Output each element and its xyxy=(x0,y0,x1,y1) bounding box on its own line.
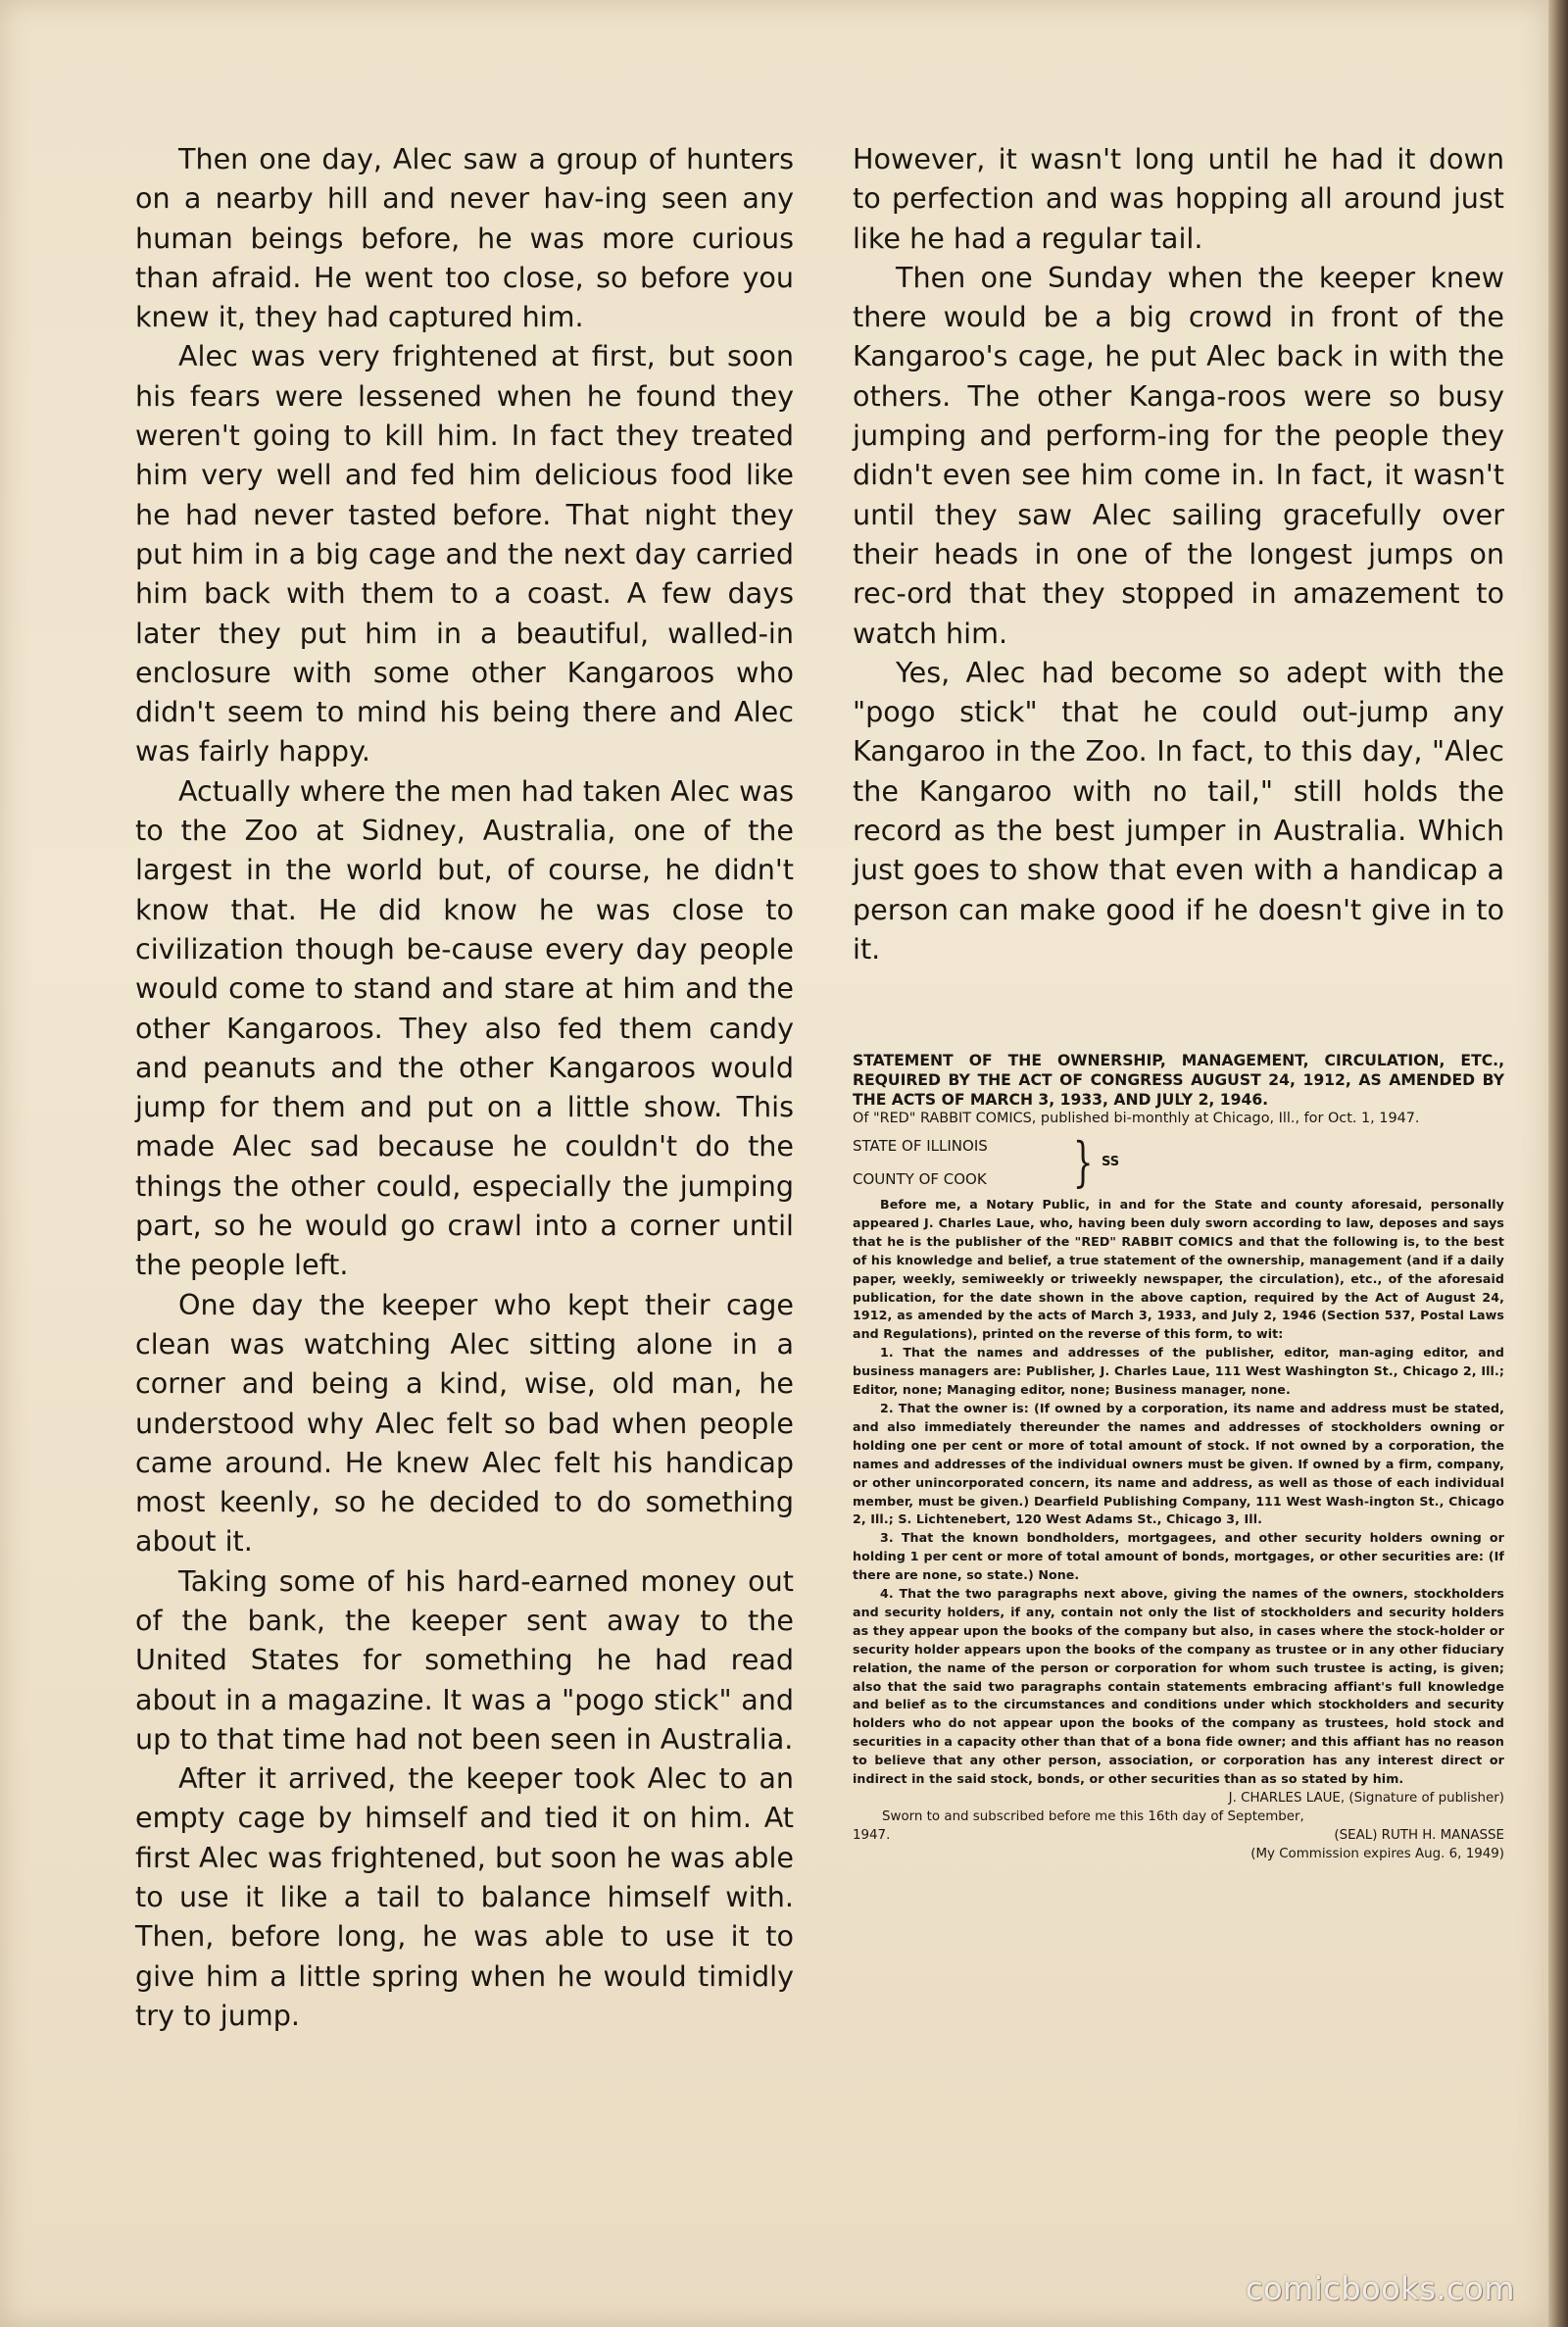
legal-paragraph: 1. That the names and addresses of the publisher, editor, man-aging editor, and business managers are: Publisher, J. Charles Laue, 111 West Washington St., Chicago 2, Ill.; Editor, none; Managing editor, none; Business manager, none. xyxy=(853,1345,1504,1398)
sworn-line: Sworn to and subscribed before me this 16th day of September, xyxy=(882,1809,1304,1824)
site-watermark: comicbooks.com xyxy=(1245,2270,1515,2307)
seal-row xyxy=(853,1826,1504,1845)
legal-paragraph: 3. That the known bondholders, mortgagees, and other security holders owning or holding 1 per cent or more of total amount of bonds, mortgages, or other securities are: (If there are none, so state.) None. xyxy=(853,1530,1504,1583)
ownership-statement xyxy=(853,1051,1504,1863)
statement-heading: STATEMENT OF THE OWNERSHIP, MANAGEMENT, CIRCULATION, ETC., REQUIRED BY THE ACT OF CONGRESS AUGUST 24, 1912, AS AMENDED BY THE ACTS OF MARCH 3, 1933, AND JULY 2, 1946. xyxy=(853,1052,1504,1109)
commission-expiry: (My Commission expires Aug. 6, 1949) xyxy=(1250,1847,1504,1861)
story-paragraph: Yes, Alec had become so adept with the "pogo stick" that he could out-jump any Kangaroo in the Zoo. In fact, to this day, "Alec the Kangaroo with no tail," still holds the record as the best jumper in Australia. Which just goes to show that even with a handicap a person can make good if he doesn't give in to it. xyxy=(853,655,1504,965)
story-column-left xyxy=(135,139,794,2035)
legal-paragraph: 2. That the owner is: (If owned by a corporation, its name and address must be stated, and also immediately thereunder the names and addresses of stockholders owning or holding one per cent or more of total amount of stock. If not owned by a corporation, the names and addresses of the individual owners must be given. If owned by a firm, company, or other unincorporated concern, its name and address, as well as those of each individual member, must be given.) Dearfield Publishing Company, 111 West Wash-ington St., Chicago 2, Ill.; S. Lichtenebert, 120 West Adams St., Chicago 3, Ill. xyxy=(853,1400,1504,1527)
venue-state: STATE OF ILLINOIS xyxy=(853,1137,988,1155)
story-paragraph: Taking some of his hard-earned money out of the bank, the keeper sent away to the United States for something he had read about in a magazine. It was a "pogo stick" and up to that time had not been seen in Australia. xyxy=(135,1563,794,1756)
story-paragraph: Then one Sunday when the keeper knew there would be a big crowd in front of the Kangaroo's cage, he put Alec back in with the others. The other Kanga-roos were so busy jumping and perform-ing for the people they didn't even see him come in. In fact, it wasn't until they saw Alec sailing gracefully over their heads in one of the longest jumps on rec-ord that they stopped in amazement to watch him. xyxy=(853,260,1504,650)
page-edge xyxy=(1548,0,1568,2327)
venue-ss: SS xyxy=(1102,1155,1120,1169)
publisher-signature: J. CHARLES LAUE, (Signature of publisher) xyxy=(1228,1791,1504,1806)
story-column-right xyxy=(853,139,1504,968)
story-paragraph: Then one day, Alec saw a group of hunters on a nearby hill and never hav-ing seen any human beings before, he was more curious than afraid. He went too close, so before you knew it, they had captured him. xyxy=(135,142,794,334)
sworn-year: 1947. xyxy=(853,1828,891,1843)
story-paragraph: After it arrived, the keeper took Alec to an empty cage by himself and tied it on him. At first Alec was frightened, but soon he was able to use it like a tail to balance himself with. Then, before long, he was able to use it to give him a little spring when he would timidly try to jump. xyxy=(135,1761,794,2032)
legal-paragraph: 4. That the two paragraphs next above, giving the names of the owners, stockholders and security holders, if any, contain not only the list of stockholders and security holders as they appear upon the books of the company but also, in cases where the stock-holder or security holder appears upon the books of the company as trustee or in any other fiduciary relation, the name of the person or corporation for whom such trustee is acting, is given; also that the said two paragraphs contain statements embracing affiant's full knowledge and belief as to the circumstances and conditions under which stockholders and security holders who do not appear upon the books of the company as trustees, hold stock and securities in a capacity other than that of a bona fide owner; and this affiant has no reason to believe that any other person, association, or corporation has any interest direct or indirect in the said stock, bonds, or other securities than as so stated by him. xyxy=(853,1586,1504,1787)
story-paragraph: Alec was very frightened at first, but soon his fears were lessened when he found they weren't going to kill him. In fact they treated him very well and fed him delicious food like he had never tasted before. That night they put him in a big cage and the next day carried him back with them to a coast. A few days later they put him in a beautiful, walled-in enclosure with some other Kangaroos who didn't seem to mind his being there and Alec was fairly happy. xyxy=(135,339,794,768)
story-paragraph: However, it wasn't long until he had it down to perfection and was hopping all around just like he had a regular tail. xyxy=(853,142,1504,255)
notary-seal: (SEAL) RUTH H. MANASSE xyxy=(1334,1828,1504,1843)
venue-block xyxy=(853,1131,1504,1196)
story-paragraph: One day the keeper who kept their cage clean was watching Alec sitting alone in a corner and being a kind, wise, old man, he understood why Alec felt so bad when people came around. He knew Alec felt his handicap most keenly, so he decided to do something about it. xyxy=(135,1287,794,1559)
story-paragraph: Actually where the men had taken Alec was to the Zoo at Sidney, Australia, one of the largest in the world but, of course, he didn't know that. He did know he was close to civilization though be-cause every day people would come to stand and stare at him and the other Kangaroos. They also fed them candy and peanuts and the other Kangaroos would jump for them and put on a little show. This made Alec sad because he couldn't do the things the other could, especially the jumping part, so he would go crawl into a corner until the people left. xyxy=(135,773,794,1282)
statement-publication-line: Of "RED" RABBIT COMICS, published bi-monthly at Chicago, Ill., for Oct. 1, 1947. xyxy=(853,1111,1420,1126)
venue-county: COUNTY OF COOK xyxy=(853,1170,987,1188)
brace-glyph: } xyxy=(1072,1131,1094,1193)
legal-paragraph: Before me, a Notary Public, in and for the State and county aforesaid, personally appeared J. Charles Laue, who, having been duly sworn according to law, deposes and says that he is the publisher of the "RED" RABBIT COMICS and that the following is, to the best of his knowledge and belief, a true statement of the ownership, management (and if a daily paper, weekly, semiweekly or triweekly newspaper, the circulation), etc., of the aforesaid publication, for the date shown in the above caption, required by the Act of August 24, 1912, as amended by the acts of March 3, 1933, and July 2, 1946 (Section 537, Postal Laws and Regulations), printed on the reverse of this form, to wit: xyxy=(853,1197,1504,1342)
